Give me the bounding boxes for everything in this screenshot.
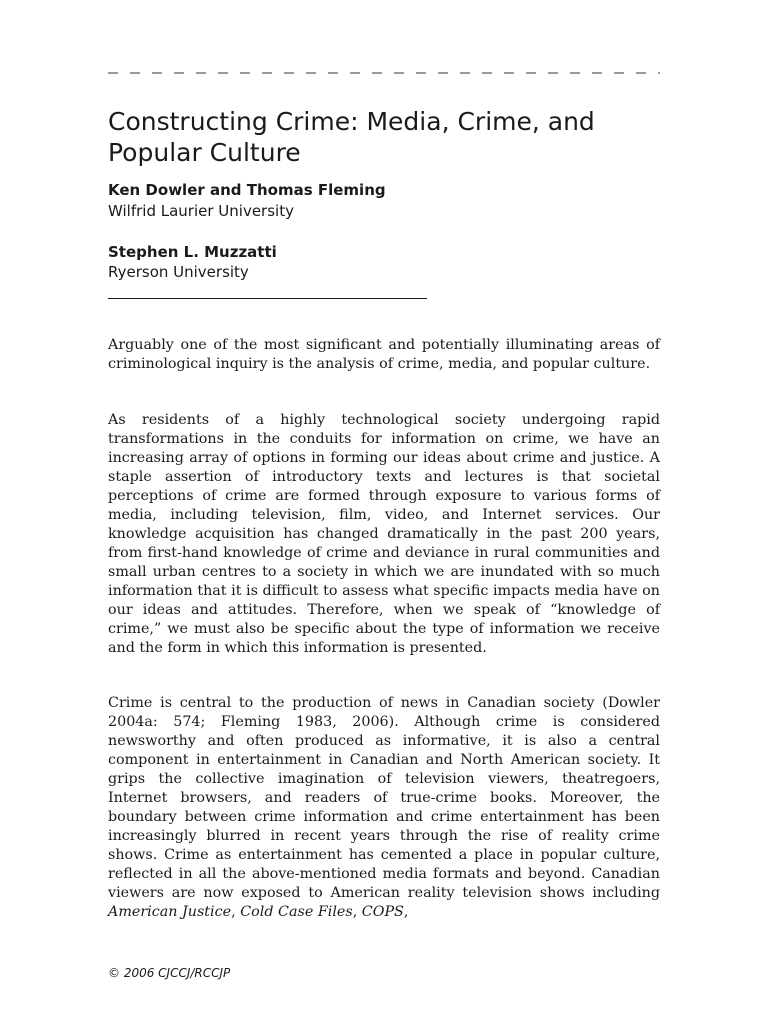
author-names-1: Ken Dowler and Thomas Fleming — [108, 181, 386, 199]
body-paragraph-3 — [108, 694, 660, 922]
show-title-cold-case-files: Cold Case Files — [240, 904, 353, 920]
copyright-footer: © 2006 CJCCJ/RCCJP — [108, 966, 231, 980]
separator: , — [231, 904, 241, 920]
article-title: Constructing Crime: Media, Crime, and Popular Culture — [108, 107, 595, 167]
body-paragraph-2: As residents of a highly technological society undergoing rapid transformations in the conduits for information on crime, we have an increasing array of options in forming our ideas about crime and justice. A staple assertion of introductory texts and lectures is that societal perceptions of crime are formed through exposure to various forms of media, including television, film, video, and Internet services. Our knowledge acquisition has changed dramatically in the past 200 years, from first-hand knowledge of crime and deviance in rural communities and small urban centres to a society in which we are inundated with so much information that it is difficult to assess what specific impacts media have on our ideas and attitudes. Therefore, when we speak of “knowledge of crime,” we must also be specific about the type of information we receive and the form in which this information is presented. — [108, 412, 660, 656]
show-title-cops: COPS — [361, 904, 404, 920]
author-block-rule — [108, 298, 427, 299]
body-paragraph-1: Arguably one of the most significant and potentially illuminating areas of criminological inquiry is the analysis of crime, media, and popular culture. — [108, 337, 660, 372]
show-title-american-justice: American Justice — [108, 904, 232, 920]
author-affiliation-2: Ryerson University — [108, 263, 249, 281]
paragraph-3-text: Crime is central to the production of news in Canadian society (Dowler 2004a: 574; Fleming 1983, 2006). Although crime is considered newsworthy and often produced as informative, it is also a central component in entertainment in Canadian and North American society. It grips the collective imagination of television viewers, theatregoers, Internet browsers, and readers of true-crime books. Moreover, the boundary between crime information and crime entertainment has been increasingly blurred in recent years through the rise of reality crime shows. Crime as entertainment has cemented a place in popular culture, reflected in all the above-mentioned media formats and beyond. Canadian viewers are now exposed to American reality television shows including — [108, 695, 660, 901]
author-names-2: Stephen L. Muzzatti — [108, 243, 277, 261]
author-affiliation-1: Wilfrid Laurier University — [108, 202, 294, 220]
header-dashed-rule — [108, 72, 660, 74]
trailing-punctuation: , — [403, 904, 409, 920]
separator: , — [352, 904, 362, 920]
